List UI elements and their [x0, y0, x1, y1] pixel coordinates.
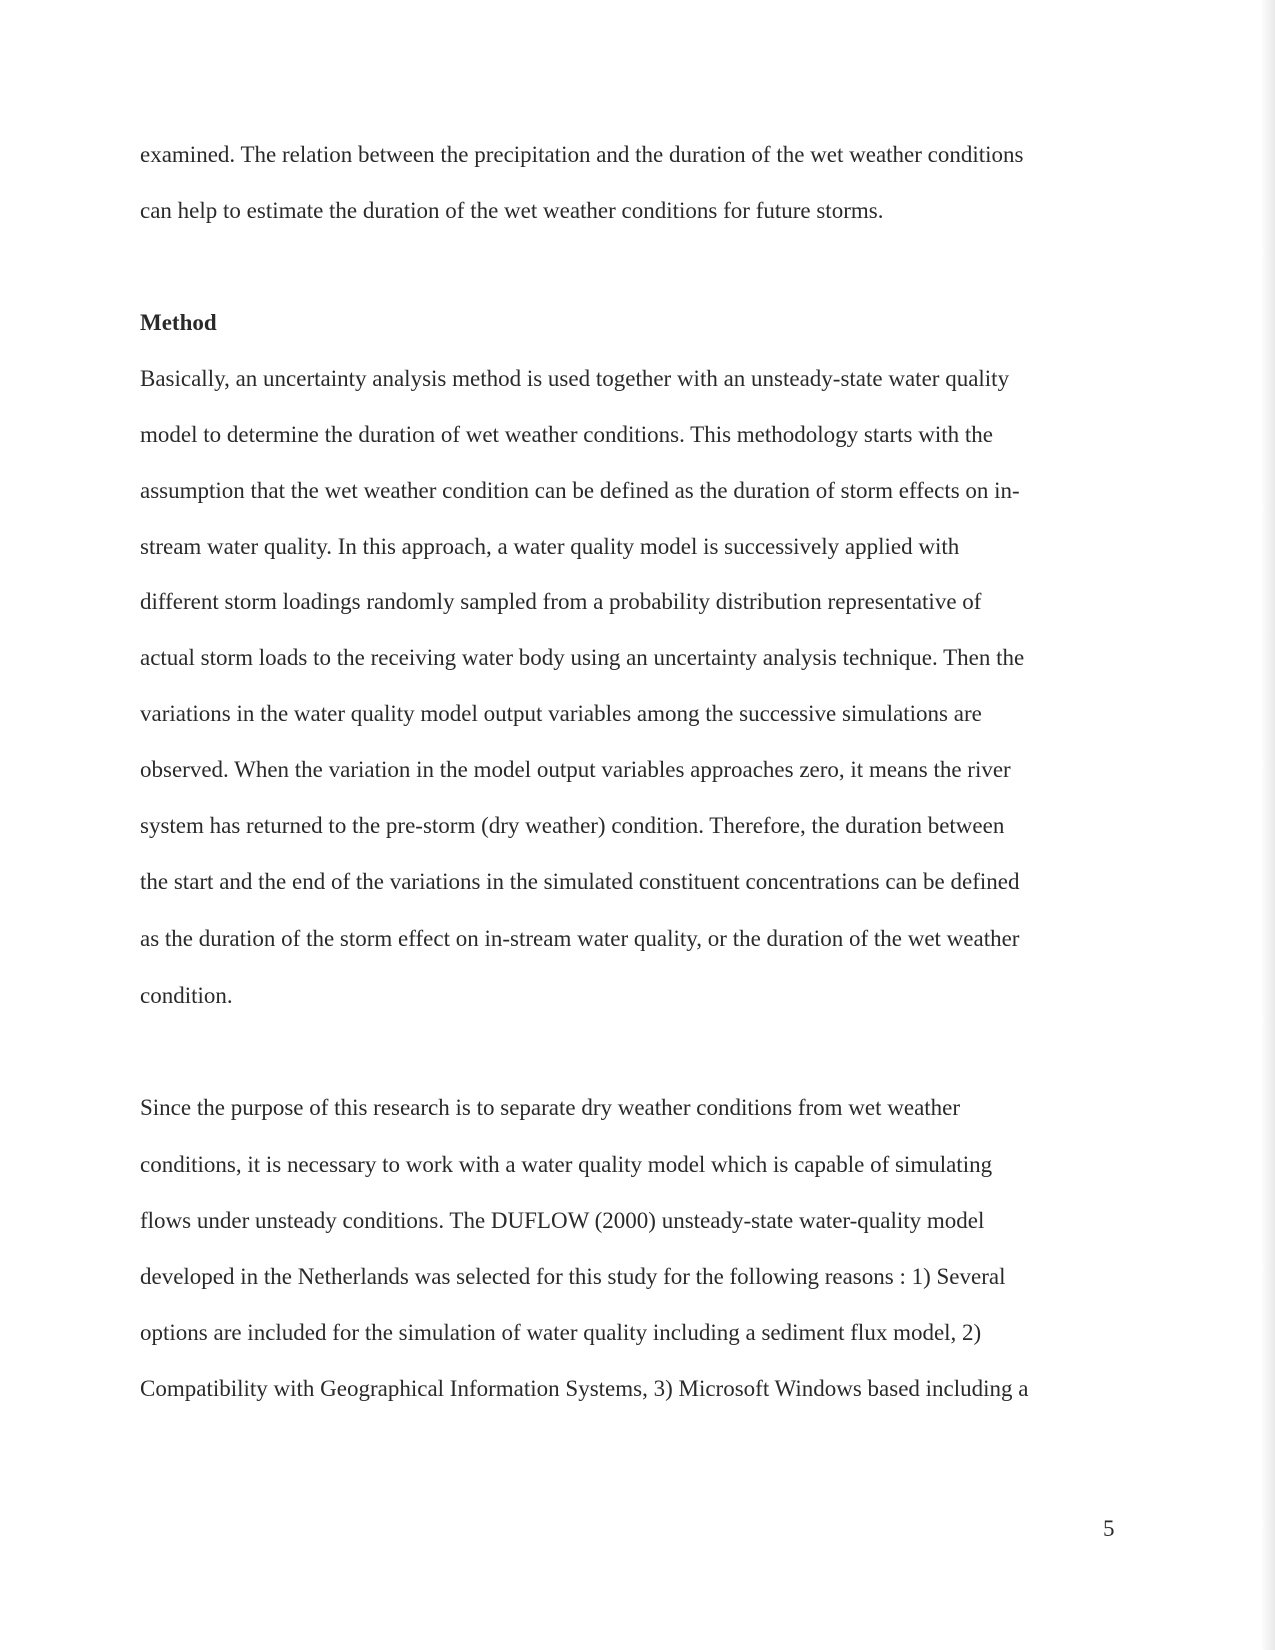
text-line: examined. The relation between the precipitation and the duration of the wet weather conditions — [140, 142, 1024, 167]
text-line: developed in the Netherlands was selected for this study for the following reasons : 1) Several — [140, 1264, 1006, 1289]
text-line: Since the purpose of this research is to separate dry weather conditions from wet weather — [140, 1095, 961, 1120]
text-line: system has returned to the pre-storm (dry weather) condition. Therefore, the duration between — [140, 813, 1005, 838]
text-line: options are included for the simulation of water quality including a sediment flux model, 2) — [140, 1320, 982, 1345]
page-edge-shadow — [1261, 0, 1275, 1650]
text-line: conditions, it is necessary to work with a water quality model which is capable of simulating — [140, 1152, 993, 1177]
text-line: flows under unsteady conditions. The DUFLOW (2000) unsteady-state water-quality model — [140, 1208, 985, 1233]
text-line: actual storm loads to the receiving water body using an uncertainty analysis technique. Then the — [140, 645, 1025, 670]
text-line: the start and the end of the variations in the simulated constituent concentrations can be defined — [140, 869, 1020, 894]
text-line: Compatibility with Geographical Information Systems, 3) Microsoft Windows based including a — [140, 1376, 1029, 1401]
text-line: different storm loadings randomly sampled from a probability distribution representative of — [140, 589, 982, 614]
text-line: condition. — [140, 983, 233, 1008]
page-number: 5 — [1103, 1516, 1115, 1541]
text-line: Basically, an uncertainty analysis method is used together with an unsteady-state water quality — [140, 366, 1010, 391]
text-line: model to determine the duration of wet weather conditions. This methodology starts with the — [140, 422, 993, 447]
text-line: as the duration of the storm effect on in-stream water quality, or the duration of the wet weather — [140, 926, 1020, 951]
text-line: can help to estimate the duration of the wet weather conditions for future storms. — [140, 198, 884, 223]
text-line: stream water quality. In this approach, a water quality model is successively applied with — [140, 534, 960, 559]
text-line: variations in the water quality model output variables among the successive simulations are — [140, 701, 982, 726]
section-heading: Method — [140, 310, 217, 335]
text-line: assumption that the wet weather condition can be defined as the duration of storm effects on in- — [140, 478, 1020, 503]
text-line: observed. When the variation in the model output variables approaches zero, it means the river — [140, 757, 1011, 782]
